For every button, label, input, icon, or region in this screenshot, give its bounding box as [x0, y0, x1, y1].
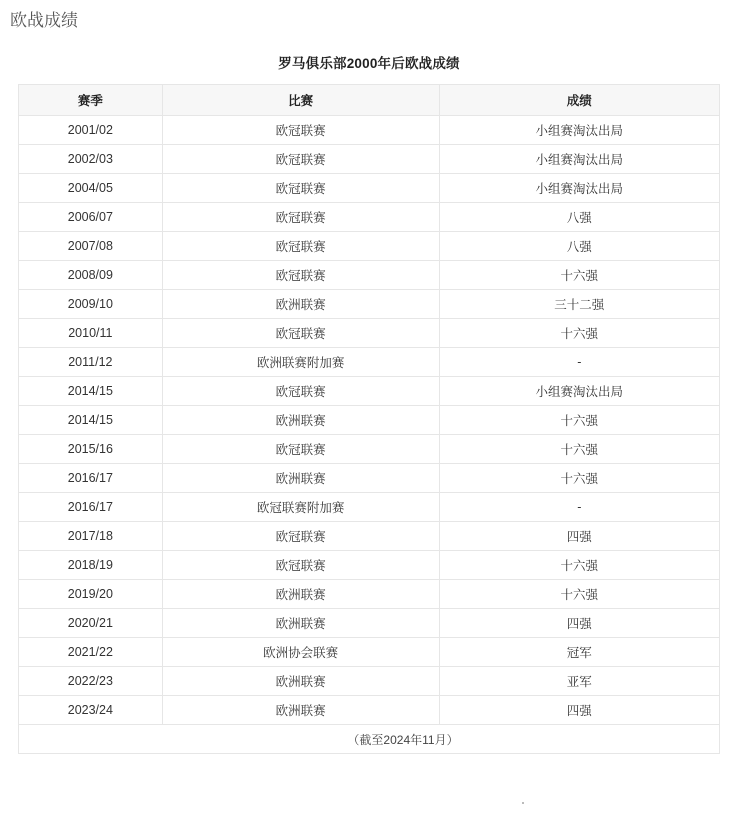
cell-result: 十六强: [439, 435, 719, 464]
cell-season: 2016/17: [19, 493, 163, 522]
cell-result: -: [439, 493, 719, 522]
cell-season: 2009/10: [19, 290, 163, 319]
cell-competition: 欧洲联赛附加赛: [162, 348, 439, 377]
table-row: [19, 667, 720, 696]
cell-season: 2017/18: [19, 522, 163, 551]
cell-season: 2011/12: [19, 348, 163, 377]
cell-result: 十六强: [439, 319, 719, 348]
cell-competition: 欧冠联赛: [162, 116, 439, 145]
cell-season: 2020/21: [19, 609, 163, 638]
europe-record-section: [18, 52, 720, 754]
cell-result: 十六强: [439, 464, 719, 493]
cell-competition: 欧洲联赛: [162, 667, 439, 696]
cell-result: 八强: [439, 203, 719, 232]
table-row: [19, 290, 720, 319]
table-row: [19, 522, 720, 551]
cell-season: 2016/17: [19, 464, 163, 493]
table-row: [19, 232, 720, 261]
cell-result: -: [439, 348, 719, 377]
table-row: [19, 464, 720, 493]
table-row: [19, 116, 720, 145]
cell-competition: 欧冠联赛附加赛: [162, 493, 439, 522]
cell-competition: 欧冠联赛: [162, 174, 439, 203]
cell-season: 2001/02: [19, 116, 163, 145]
cell-season: 2010/11: [19, 319, 163, 348]
cell-competition: 欧冠联赛: [162, 261, 439, 290]
page-bottom-marker: [522, 802, 524, 804]
table-row: [19, 203, 720, 232]
cell-result: 四强: [439, 609, 719, 638]
cell-season: 2018/19: [19, 551, 163, 580]
table-row: [19, 261, 720, 290]
cell-competition: 欧冠联赛: [162, 435, 439, 464]
cell-result: 四强: [439, 696, 719, 725]
column-header-competition: 比赛: [162, 85, 439, 116]
cell-result: 十六强: [439, 261, 719, 290]
cell-season: 2008/09: [19, 261, 163, 290]
cell-season: 2006/07: [19, 203, 163, 232]
cell-season: 2002/03: [19, 145, 163, 174]
table-row: [19, 319, 720, 348]
cell-result: 八强: [439, 232, 719, 261]
cell-competition: 欧洲联赛: [162, 580, 439, 609]
table-row: [19, 493, 720, 522]
table-footnote-cell: [19, 725, 720, 754]
cell-competition: 欧冠联赛: [162, 145, 439, 174]
table-row: [19, 377, 720, 406]
page-heading: 欧战成绩: [10, 11, 78, 30]
table-footnote: （截至2024年11月）: [347, 732, 459, 747]
table-title: 罗马俱乐部2000年后欧战成绩: [278, 56, 460, 71]
cell-season: 2023/24: [19, 696, 163, 725]
cell-result: 十六强: [439, 580, 719, 609]
cell-result: 十六强: [439, 551, 719, 580]
cell-result: 小组赛淘汰出局: [439, 377, 719, 406]
table-row: [19, 174, 720, 203]
table-row: [19, 696, 720, 725]
cell-result: 小组赛淘汰出局: [439, 145, 719, 174]
cell-competition: 欧洲联赛: [162, 290, 439, 319]
cell-result: 冠军: [439, 638, 719, 667]
cell-competition: 欧洲联赛: [162, 406, 439, 435]
cell-season: 2021/22: [19, 638, 163, 667]
cell-result: 小组赛淘汰出局: [439, 116, 719, 145]
cell-season: 2014/15: [19, 377, 163, 406]
cell-result: 十六强: [439, 406, 719, 435]
cell-competition: 欧洲联赛: [162, 464, 439, 493]
table-body: [19, 116, 720, 754]
cell-competition: 欧冠联赛: [162, 551, 439, 580]
cell-competition: 欧冠联赛: [162, 522, 439, 551]
cell-result: 四强: [439, 522, 719, 551]
cell-result: 亚军: [439, 667, 719, 696]
europe-record-table: [18, 84, 720, 754]
column-header-season: 赛季: [19, 85, 163, 116]
cell-competition: 欧洲联赛: [162, 696, 439, 725]
table-row: [19, 406, 720, 435]
cell-result: 三十二强: [439, 290, 719, 319]
column-header-result: 成绩: [439, 85, 719, 116]
table-footnote-row: [19, 725, 720, 754]
table-row: [19, 435, 720, 464]
cell-season: 2015/16: [19, 435, 163, 464]
cell-season: 2019/20: [19, 580, 163, 609]
cell-season: 2007/08: [19, 232, 163, 261]
cell-result: 小组赛淘汰出局: [439, 174, 719, 203]
cell-competition: 欧冠联赛: [162, 319, 439, 348]
cell-competition: 欧冠联赛: [162, 232, 439, 261]
table-row: [19, 580, 720, 609]
table-row: [19, 551, 720, 580]
cell-season: 2022/23: [19, 667, 163, 696]
cell-season: 2004/05: [19, 174, 163, 203]
table-header-row: [19, 85, 720, 116]
cell-season: 2014/15: [19, 406, 163, 435]
cell-competition: 欧洲联赛: [162, 609, 439, 638]
table-row: [19, 609, 720, 638]
table-row: [19, 145, 720, 174]
table-row: [19, 638, 720, 667]
cell-competition: 欧冠联赛: [162, 203, 439, 232]
cell-competition: 欧冠联赛: [162, 377, 439, 406]
table-row: [19, 348, 720, 377]
cell-competition: 欧洲协会联赛: [162, 638, 439, 667]
